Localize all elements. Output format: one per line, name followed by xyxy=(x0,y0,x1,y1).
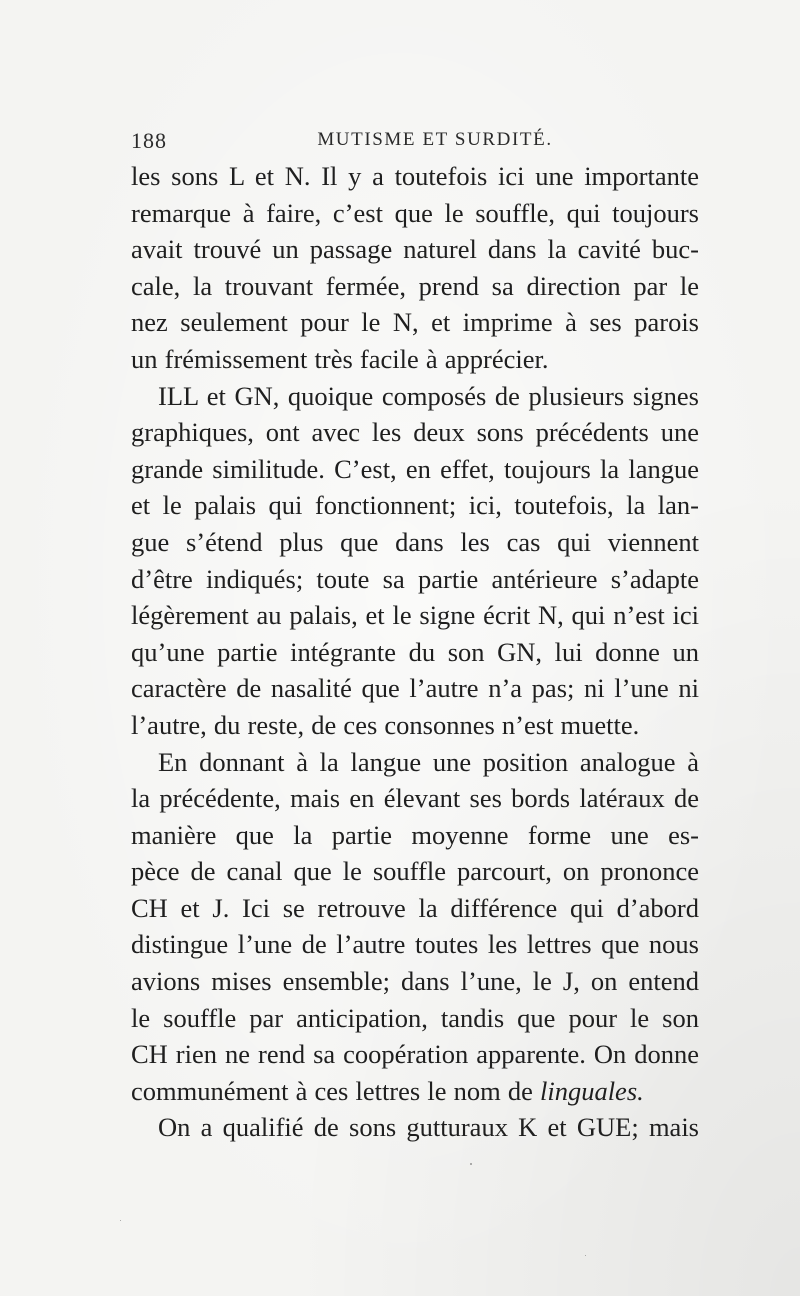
text-line xyxy=(131,853,699,890)
text-line-content: avions mises ensemble; dans l’une, le J, on entend xyxy=(131,966,699,997)
text-line xyxy=(131,304,699,341)
text-line xyxy=(131,231,699,268)
text-line xyxy=(131,597,699,634)
text-line xyxy=(131,780,699,817)
text-line xyxy=(131,926,699,963)
text-line xyxy=(131,524,699,561)
text-line-content: gue s’étend plus que dans les cas qui viennent xyxy=(131,526,699,557)
running-head xyxy=(131,122,699,158)
paper-speck xyxy=(585,1255,586,1256)
book-page xyxy=(131,122,699,1146)
text-line-content: et le palais qui fonctionnent; ici, toutefois, la lan- xyxy=(131,490,699,521)
text-line-content: remarque à faire, c’est que le souffle, qui toujours xyxy=(131,197,699,228)
text-line-content: d’être indiqués; toute sa partie antérieure s’adapte xyxy=(131,563,699,594)
text-line xyxy=(131,561,699,598)
text-line xyxy=(131,1036,699,1073)
text-line xyxy=(131,890,699,927)
text-line-content: nez seulement pour le N, et imprime à ses parois xyxy=(131,307,699,338)
text-line-content: grande similitude. C’est, en effet, toujours la langue xyxy=(131,453,699,484)
text-line-content: CH rien ne rend sa coopération apparente. On donne xyxy=(131,1039,699,1070)
text-line xyxy=(131,707,699,744)
text-line-content: cale, la trouvant fermée, prend sa direction par le xyxy=(131,270,699,301)
text-line-content: On a qualifié de sons gutturaux K et GUE; mais xyxy=(158,1112,699,1143)
text-line xyxy=(131,195,699,232)
paper-speck xyxy=(120,1220,121,1221)
italic-term: linguales. xyxy=(539,1075,644,1106)
text-line xyxy=(131,341,699,378)
text-line-content: caractère de nasalité que l’autre n’a pas; ni l’une ni xyxy=(131,673,699,704)
running-title: MUTISME ET SURDITÉ. xyxy=(317,129,553,150)
text-line xyxy=(131,268,699,305)
text-line-content: les sons L et N. Il y a toutefois ici une importante xyxy=(131,161,699,191)
text-line-content: manière que la partie moyenne forme une es- xyxy=(131,819,699,850)
text-line-content: la précédente, mais en élevant ses bords latéraux de xyxy=(131,783,699,814)
body-text xyxy=(131,158,699,1146)
text-line-content: graphiques, ont avec les deux sons précédents une xyxy=(131,417,699,448)
text-line xyxy=(131,634,699,671)
text-line xyxy=(131,1109,699,1146)
text-line xyxy=(131,451,699,488)
text-line-content: légèrement au palais, et le signe écrit N, qui n’est ici xyxy=(131,600,699,631)
text-line xyxy=(131,963,699,1000)
text-line xyxy=(131,158,699,195)
text-line-content: ILL et GN, quoique composés de plusieurs signes xyxy=(158,380,699,411)
text-line-content: qu’une partie intégrante du son GN, lui donne un xyxy=(131,636,699,667)
text-line-content: le souffle par anticipation, tandis que pour le son xyxy=(131,1002,699,1033)
text-line xyxy=(131,744,699,781)
text-line xyxy=(131,487,699,524)
text-line-content: En donnant à la langue une position analogue à xyxy=(158,746,699,777)
text-line-content: avait trouvé un passage naturel dans la cavité buc- xyxy=(131,234,699,265)
text-line xyxy=(131,670,699,707)
text-line-content: CH et J. Ici se retrouve la différence qui d’abord xyxy=(131,892,699,923)
text-line-content: un frémissement très facile à apprécier. xyxy=(131,343,549,374)
text-line xyxy=(131,1000,699,1037)
text-line-content: communément à ces lettres le nom de xyxy=(131,1075,540,1106)
text-line-content: distingue l’une de l’autre toutes les lettres que nous xyxy=(131,929,699,960)
text-line-content: pèce de canal que le souffle parcourt, on prononce xyxy=(131,856,699,887)
text-line xyxy=(131,1073,699,1110)
text-line-content: l’autre, du reste, de ces consonnes n’est muette. xyxy=(131,709,640,740)
text-line xyxy=(131,817,699,854)
page-number: 188 xyxy=(131,128,167,153)
text-line xyxy=(131,378,699,415)
paper-speck xyxy=(470,1163,472,1165)
text-line xyxy=(131,414,699,451)
